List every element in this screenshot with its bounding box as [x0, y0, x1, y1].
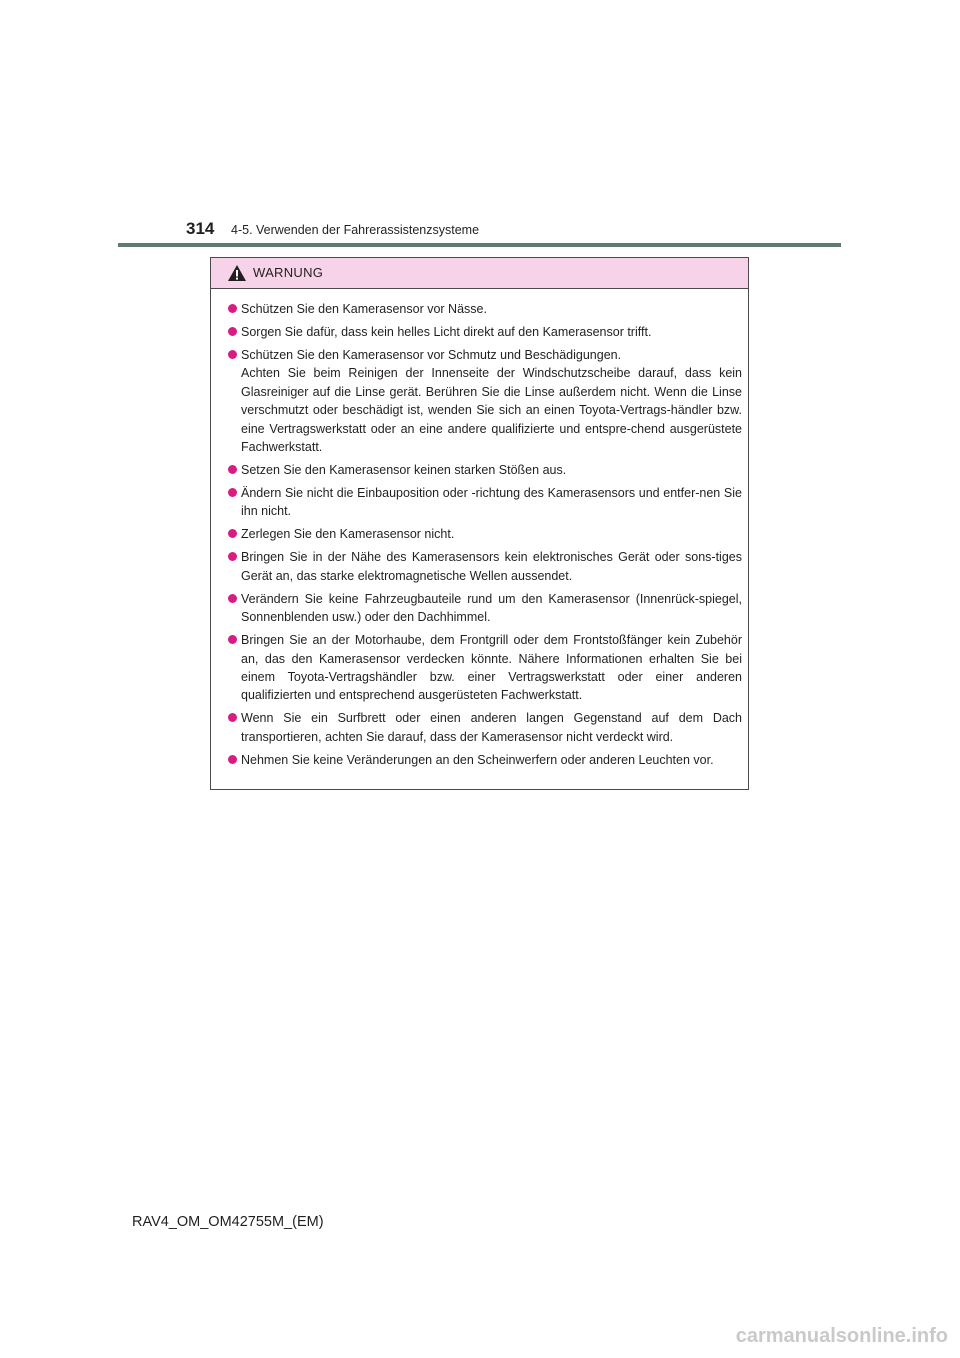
warning-item: Bringen Sie an der Motorhaube, dem Frontgrill oder dem Frontstoßfänger kein Zubehör an, das den Kamerasensor verdecken könnte. Nähere Informationen erhalten Sie bei einem Toyota-Vertragshändler bzw. einer Vertragswerkstatt oder einer anderen qualifizierten und entsprechend ausgerüsteten Fachwerkstatt.: [241, 631, 742, 705]
section-title: 4-5. Verwenden der Fahrerassistenzsysteme: [231, 223, 480, 237]
warning-item: Nehmen Sie keine Veränderungen an den Scheinwerfern oder anderen Leuchten vor.: [241, 751, 742, 769]
warning-triangle-icon: [227, 264, 247, 282]
warning-item: Sorgen Sie dafür, dass kein helles Licht direkt auf den Kamerasensor trifft.: [241, 323, 742, 341]
warning-header: [211, 258, 748, 289]
warning-item: Schützen Sie den Kamerasensor vor Nässe.: [241, 300, 742, 318]
warning-item: Zerlegen Sie den Kamerasensor nicht.: [241, 525, 742, 543]
warning-list: [211, 289, 748, 769]
manual-code: RAV4_OM_OM42755M_(EM): [132, 1214, 324, 1230]
warning-item: Setzen Sie den Kamerasensor keinen starken Stößen aus.: [241, 461, 742, 479]
warning-item: Schützen Sie den Kamerasensor vor Schmutz und Beschädigungen. Achten Sie beim Reinigen der Innenseite der Windschutzscheibe darauf, dass kein Glasreiniger auf die Linse gerät. Berühren Sie die Linse außerdem nicht. Wenn die Linse verschmutzt oder beschädigt ist, wenden Sie sich an einen Toyota-Vertrags-händler bzw. eine Vertragswerkstatt oder an eine andere qualifizierte und entspre-chend ausgerüstete Fachwerkstatt.: [241, 346, 742, 456]
warning-item: Verändern Sie keine Fahrzeugbauteile rund um den Kamerasensor (Innenrück-spiegel, Sonnenblenden usw.) oder den Dachhimmel.: [241, 590, 742, 627]
warning-item: Ändern Sie nicht die Einbauposition oder -richtung des Kamerasensors und entfer-nen Sie ihn nicht.: [241, 484, 742, 521]
page-number: 314: [186, 219, 215, 238]
watermark-text: carmanualsonline.info: [735, 1325, 948, 1347]
warning-item: Wenn Sie ein Surfbrett oder einen anderen langen Gegenstand auf dem Dach transportieren, achten Sie darauf, dass der Kamerasensor nicht verdeckt wird.: [241, 709, 742, 746]
warning-box: [210, 257, 749, 790]
warning-item: Bringen Sie in der Nähe des Kamerasensors kein elektronisches Gerät oder sons-tiges Gerät an, das starke elektromagnetische Wellen aussendet.: [241, 548, 742, 585]
warning-title: WARNUNG: [253, 265, 324, 280]
header-divider: [118, 243, 841, 247]
